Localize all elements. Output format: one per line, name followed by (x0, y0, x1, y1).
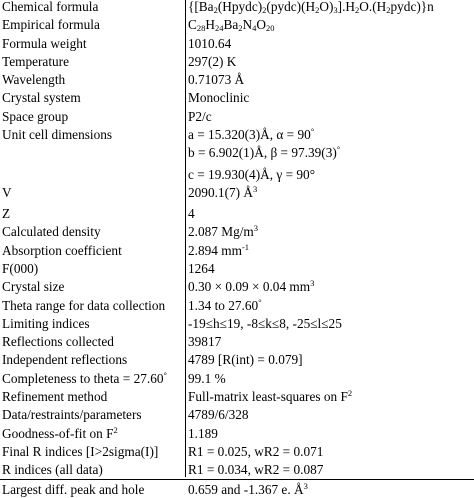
table-row (0, 88, 474, 106)
table-row (0, 277, 474, 295)
row-label: Crystal system (2, 90, 81, 106)
table-row (0, 387, 474, 405)
row-value: $\{[Ba_2(Hpydc)_2(pydc)(H_2O)_3].H_2O.(H_2pydc)\}n$ (188, 0, 434, 15)
row-label: Largest diff. peak and hole (2, 481, 145, 497)
row-label: Z (2, 206, 11, 222)
row-label: V (2, 184, 12, 200)
row-label: Empirical formula (2, 17, 100, 33)
row-label: Space group (2, 108, 69, 124)
table-row (0, 70, 474, 88)
row-value: b = 6.902(1)Å, β = 97.39(3)° (188, 144, 341, 161)
row-label: Independent reflections (2, 352, 128, 368)
table-row (0, 107, 474, 125)
table-row (0, 479, 474, 498)
table-row (0, 15, 474, 33)
row-label: Reflections collected (2, 334, 114, 350)
table-row (0, 0, 474, 15)
row-value: P2/c (188, 108, 212, 124)
row-label: Theta range for data collection (2, 297, 166, 313)
row-value: 0.71073 Å (188, 72, 245, 88)
table-row (0, 424, 474, 442)
row-value: c = 19.930(4)Å, γ = 90° (188, 166, 316, 182)
row-value: 297(2) K (188, 53, 237, 69)
table-row (0, 296, 474, 314)
row-label: Goodness-of-fit on $F^2$ (2, 424, 118, 441)
row-value: 4789/6/328 (188, 407, 249, 423)
row-value: 2.087 $Mg/m^3$ (188, 223, 259, 240)
table-row (0, 442, 474, 460)
table-row (0, 143, 474, 164)
table-row (0, 332, 474, 350)
row-value: 0.659 and -1.367 e. $Å^3$ (188, 480, 308, 497)
table-row (0, 369, 474, 387)
table-row (0, 259, 474, 277)
row-label: Unit cell dimensions (2, 127, 113, 143)
table-row (0, 183, 474, 204)
row-value: 1.34 to 27.60° (188, 296, 262, 313)
row-value: 2090.1(7) $Å^3$ (188, 183, 258, 200)
row-value: 1264 (188, 260, 215, 276)
row-label: Completeness to theta = 27.60° (2, 369, 167, 386)
row-label: Limiting indices (2, 315, 90, 331)
row-value: Monoclinic (188, 90, 250, 106)
row-value: 99.1 % (188, 370, 226, 386)
row-value: -19≤h≤19, -8≤k≤8, -25≤l≤25 (188, 315, 342, 331)
row-label: Temperature (2, 53, 69, 69)
row-label: Data/restraints/parameters (2, 407, 142, 423)
row-label: Chemical formula (2, 0, 99, 14)
row-value: a = 15.320(3)Å, α = 90° (188, 126, 315, 143)
table-row (0, 350, 474, 368)
row-label: Wavelength (2, 72, 66, 88)
row-value: $C_{28}H_{24}Ba_2N_4O_{20}$ (188, 17, 275, 34)
row-label: Refinement method (2, 389, 108, 405)
row-value: 4 (188, 206, 195, 222)
table-row (0, 204, 474, 222)
row-value: 1010.64 (188, 35, 232, 51)
row-label: F(000) (2, 260, 39, 276)
row-value: Full-matrix least-squares on $F^2$ (188, 388, 353, 405)
row-value: 2.894 $mm^{-1}$ (188, 241, 250, 258)
row-label: Final R indices [I>2sigma(I)] (2, 443, 159, 459)
table-row (0, 405, 474, 423)
table-row (0, 125, 474, 143)
row-value: 0.30 × 0.09 × 0.04 $mm^3$ (188, 278, 315, 295)
table-row (0, 165, 474, 183)
row-value: R1 = 0.025, wR2 = 0.071 (188, 443, 324, 459)
table-row (0, 241, 474, 259)
row-value: 1.189 (188, 425, 218, 441)
row-label: Absorption coefficient (2, 242, 122, 258)
table-row (0, 52, 474, 70)
row-label: Calculated density (2, 224, 101, 240)
table-row (0, 460, 474, 478)
row-value: 39817 (188, 334, 222, 350)
row-value: 4789 [R(int) = 0.079] (188, 352, 303, 368)
row-label: Crystal size (2, 279, 65, 295)
table-row (0, 222, 474, 240)
table-row (0, 34, 474, 52)
row-label: Formula weight (2, 35, 87, 51)
table-row (0, 314, 474, 332)
row-label: R indices (all data) (2, 462, 103, 478)
row-value: R1 = 0.034, wR2 = 0.087 (188, 462, 324, 478)
